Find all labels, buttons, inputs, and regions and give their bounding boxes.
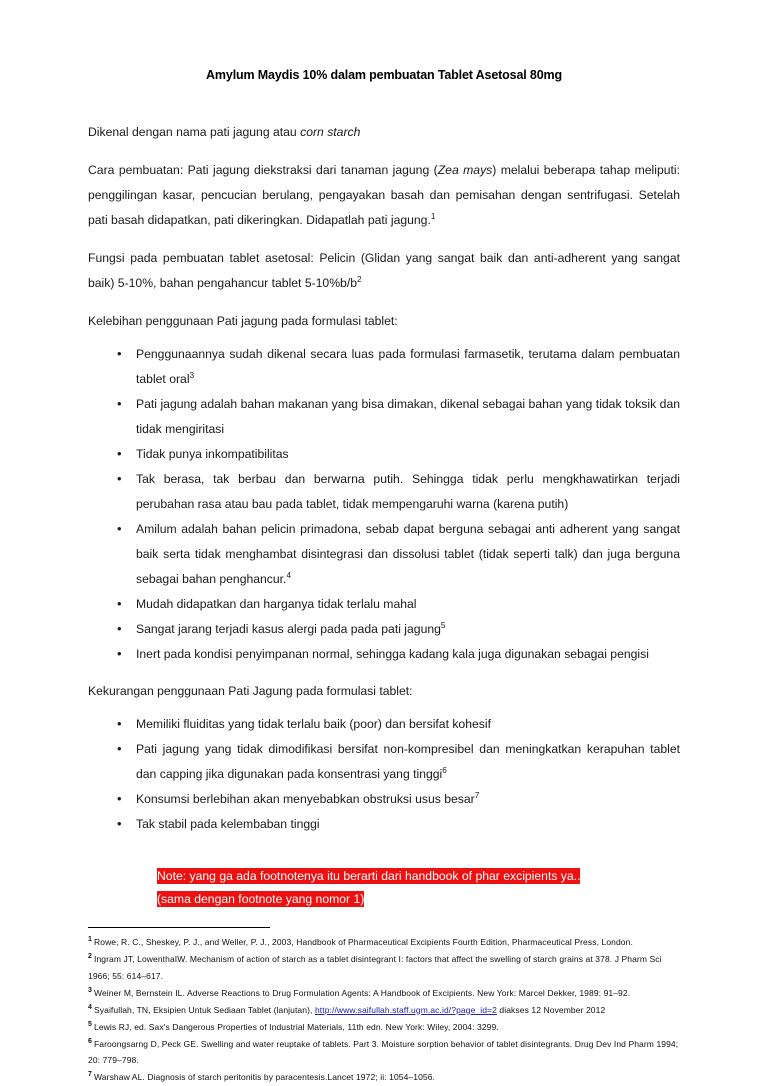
paragraph-intro-italic: corn starch <box>300 125 361 139</box>
highlighted-note <box>88 865 680 911</box>
footnote-text: Faroongsarng D, Peck GE. Swelling and water reuptake of tablets. Part 3. Moisture sorption behavior of tablet disintegrants. Drug Dev Ind Pharm 1994; 20: 779–798. <box>88 1038 679 1065</box>
list-item-text: Mudah didapatkan dan harganya tidak terlalu mahal <box>136 597 417 611</box>
footnote-ref-1: 1 <box>430 211 436 221</box>
note-line-1 <box>157 865 680 888</box>
list-item <box>88 617 680 642</box>
footnote-link[interactable]: http://www.saifullah.staff.ugm.ac.id/?page_id=2 <box>314 1004 497 1015</box>
footnote-number: 4 <box>88 1003 92 1011</box>
list-item-text: Tak berasa, tak berbau dan berwarna putih. Sehingga tidak perlu mengkhawatirkan terjadi perubahan rasa atau bau pada tablet, tidak mempengaruhi warna (karena putih) <box>136 472 680 511</box>
paragraph-intro-text: Dikenal dengan nama pati jagung atau <box>88 125 301 139</box>
paragraph-function-text: Fungsi pada pembuatan tablet asetosal: Pelicin (Glidan yang sangat baik dan anti-adherent yang sangat baik) 5-10%, bahan pengahancur tablet 5-10%b/b <box>88 251 680 290</box>
footnote-text: Ingram JT, LowenthaIW. Mechanism of action of starch as a tablet disintegrant I: factors that affect the swelling of starch grains at 378. J Pharm Sci 1966; 55: 614–617. <box>88 954 662 981</box>
paragraph-intro <box>88 120 680 145</box>
paragraph-making-part2: ) melalui beberapa tahap meliputi: penggilingan kasar, pencucian berulang, pengayakan basah dan pemisahan dengan sentrifugasi. Setelah pati basah didapatkan, pati dikeringkan. Didapatlah pati jagung. <box>88 163 680 227</box>
footnote-number: 7 <box>88 1071 92 1079</box>
footnote-text: Weiner M, Bernstein IL. Adverse Reactions to Drug Formulation Agents: A Handbook of Excipients. New York: Marcel Dekker, 1989: 91–92. <box>94 987 631 998</box>
footnote-item-6 <box>88 1036 680 1069</box>
footnote-item-4 <box>88 1002 680 1019</box>
paragraph-making-italic: Zea mays <box>437 163 493 177</box>
footnote-ref: 5 <box>440 620 446 630</box>
footnote-item-7 <box>88 1069 680 1086</box>
note-line-1-text: Note: yang ga ada footnotenya itu berarti dari handbook of phar excipients ya.. <box>157 869 581 883</box>
list-item-text: Sangat jarang terjadi kasus alergi pada pada pati jagung <box>136 622 441 636</box>
paragraph-making <box>88 158 680 233</box>
footnote-text-after: diakses 12 November 2012 <box>496 1004 606 1015</box>
list-item-text: Penggunaannya sudah dikenal secara luas pada formulasi farmasetik, terutama dalam pembuatan tablet oral <box>136 347 680 386</box>
list-item-text: Inert pada kondisi penyimpanan normal, sehingga kadang kala juga digunakan sebagai pengisi <box>136 647 649 661</box>
list-item-text: Tidak punya inkompatibilitas <box>136 447 289 461</box>
footnote-ref-2: 2 <box>357 274 362 284</box>
list-item <box>88 712 680 737</box>
footnote-list <box>88 934 680 1086</box>
list-item <box>88 517 680 592</box>
paragraph-making-part1: Cara pembuatan: Pati jagung diekstraksi dari tanaman jagung ( <box>88 163 438 177</box>
disadvantages-list <box>88 712 680 837</box>
list-item-text: Konsumsi berlebihan akan menyebabkan obstruksi usus besar <box>136 792 475 806</box>
list-item-text: Tak stabil pada kelembaban tinggi <box>136 817 320 831</box>
list-item-text: Pati jagung yang tidak dimodifikasi bersifat non-kompresibel dan meningkatkan kerapuhan tablet dan capping jika digunakan pada konsentrasi yang tinggi <box>136 742 680 781</box>
footnote-text: Rowe, R. C., Sheskey, P. J., and Weller, P. J., 2003, Handbook of Pharmaceutical Excipients Fourth Edition, Pharmaceutical Press, London. <box>94 937 633 947</box>
list-item-text: Amilum adalah bahan pelicin primadona, sebab dapat berguna sebagai anti adherent yang sangat baik serta tidak menghambat disintegrasi dan dissolusi tablet (tidak seperti talk) dan juga berguna sebagai bahan penghancur. <box>136 522 680 586</box>
footnote-item-5 <box>88 1019 680 1036</box>
list-item <box>88 642 680 667</box>
footnote-item-2 <box>88 951 680 984</box>
list-item <box>88 812 680 837</box>
list-item <box>88 737 680 787</box>
page-title: Amylum Maydis 10% dalam pembuatan Tablet Asetosal 80mg <box>206 68 562 82</box>
list-item-text: Memiliki fluiditas yang tidak terlalu baik (poor) dan bersifat kohesif <box>136 717 491 731</box>
footnote-item-1 <box>88 934 680 951</box>
paragraph-function <box>88 246 680 296</box>
list-item <box>88 442 680 467</box>
footnote-separator <box>88 927 270 928</box>
disadvantages-heading: Kekurangan penggunaan Pati Jagung pada formulasi tablet: <box>88 684 413 698</box>
list-item <box>88 467 680 517</box>
list-item <box>88 392 680 442</box>
footnote-ref: 7 <box>474 790 480 800</box>
footnote-number: 6 <box>88 1037 92 1045</box>
footnote-text: Lewis RJ, ed. Sax's Dangerous Properties of Industrial Materials, 11th edn. New York: Wiley, 2004: 3299. <box>94 1021 499 1032</box>
footnote-ref: 6 <box>442 765 447 775</box>
footnote-number: 1 <box>88 936 92 944</box>
list-item-text: Pati jagung adalah bahan makanan yang bisa dimakan, dikenal sebagai bahan yang tidak toksik dan tidak mengiritasi <box>136 397 680 436</box>
footnote-ref: 4 <box>286 570 292 580</box>
advantages-list <box>88 342 680 667</box>
footnote-number: 3 <box>88 986 92 994</box>
note-line-2 <box>157 888 680 911</box>
footnote-number: 5 <box>88 1020 92 1028</box>
footnote-text-before: Syaifullah, TN, Eksipien Untuk Sediaan Tablet (lanjutan), <box>94 1004 315 1015</box>
footnote-number: 2 <box>88 953 92 961</box>
advantages-heading: Kelebihan penggunaan Pati jagung pada formulasi tablet: <box>88 314 398 328</box>
list-item <box>88 787 680 812</box>
footnote-ref: 3 <box>189 370 195 380</box>
list-item <box>88 342 680 392</box>
list-item <box>88 592 680 617</box>
document-body <box>88 82 680 1086</box>
footnote-item-3 <box>88 985 680 1002</box>
note-line-2-text: (sama dengan footnote yang nomor 1) <box>157 892 365 906</box>
footnote-text: Warshaw AL. Diagnosis of starch peritonitis by paracentesis.Lancet 1972; ii: 1054–1056. <box>94 1072 436 1082</box>
